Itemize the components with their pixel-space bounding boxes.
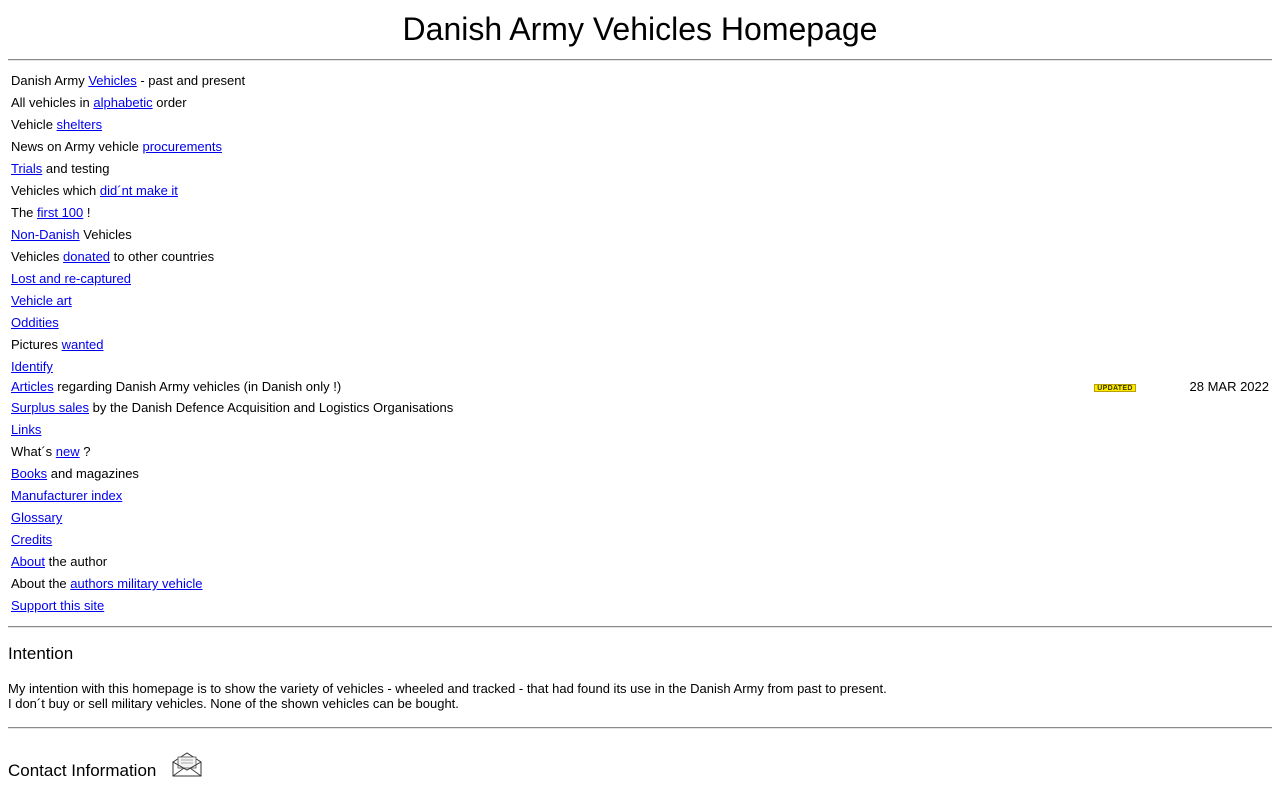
menu-row-identify [11,357,53,377]
trials-link[interactable]: Trials [11,161,43,176]
updated-date: 28 MAR 2022 [1189,379,1269,394]
glossary-link[interactable]: Glossary [11,510,63,525]
non-danish-link[interactable]: Non-Danish [11,227,80,242]
menu-row-whats-new: What´s new ? [11,444,91,459]
menu-row-support [11,596,104,616]
top-divider [8,59,1272,61]
menu-row-non-danish: Non-Danish Vehicles [11,227,132,242]
intention-text-2: I don´t buy or sell military vehicles. None of the shown vehicles can be bought. [8,696,459,711]
menu-row-vehicles: Danish Army Vehicles - past and present [11,73,246,88]
surplus-sales-link[interactable]: Surplus sales [11,400,90,415]
menu-row-first-100: The first 100 ! [11,205,91,220]
articles-link[interactable]: Articles [11,379,54,394]
menu-row-surplus-sales: Surplus sales by the Danish Defence Acquisition and Logistics Organisations [11,400,454,415]
identify-link[interactable]: Identify [11,359,53,374]
menu-row-links [11,420,41,440]
donated-link[interactable]: donated [63,249,111,264]
credits-link[interactable]: Credits [11,532,53,547]
shelters-link[interactable]: shelters [56,117,103,132]
manufacturer-index-link[interactable]: Manufacturer index [11,488,123,503]
updated-badge: UPDATED [1094,384,1136,392]
first-100-link[interactable]: first 100 [37,205,84,220]
wanted-link[interactable]: wanted [61,337,104,352]
authors-vehicle-link[interactable]: authors military vehicle [70,576,203,591]
procurements-link[interactable]: procurements [142,139,222,154]
menu-row-credits [11,530,52,550]
envelope-icon[interactable] [172,751,202,782]
menu-row-manufacturer-index [11,486,122,506]
support-link[interactable]: Support this site [11,598,105,613]
menu-row-donated: Vehicles donated to other countries [11,249,215,264]
page-title: Danish Army Vehicles Homepage [402,11,878,47]
vehicle-art-link[interactable]: Vehicle art [11,293,72,308]
oddities-link[interactable]: Oddities [11,315,59,330]
menu-row-didnt-make-it: Vehicles which did´nt make it [11,183,178,198]
menu-row-authors-vehicle: About the authors military vehicle [11,576,203,591]
alphabetic-link[interactable]: alphabetic [93,95,153,110]
didnt-make-it-link[interactable]: did´nt make it [99,183,178,198]
menu-row-lost-recaptured [11,269,131,289]
lost-recaptured-link[interactable]: Lost and re-captured [11,271,131,286]
menu-row-oddities [11,313,59,333]
menu-row-procurements: News on Army vehicle procurements [11,139,222,154]
menu-row-glossary [11,508,62,528]
menu-row-articles: Articles regarding Danish Army vehicles (in Danish only !) [11,379,342,394]
menu-row-vehicle-art [11,291,72,311]
vehicles-link[interactable]: Vehicles [88,73,137,88]
intention-text-1: My intention with this homepage is to show the variety of vehicles - wheeled and tracked - that had found its use in the Danish Army from past to present. [8,681,887,696]
books-link[interactable]: Books [11,466,48,481]
new-link[interactable]: new [55,444,80,459]
menu-row-alphabetic: All vehicles in alphabetic order [11,95,187,110]
menu-row-books: Books and magazines [11,466,139,481]
menu-row-trials: Trials and testing [11,161,110,176]
menu-row-shelters: Vehicle shelters [11,117,103,132]
links-link[interactable]: Links [11,422,42,437]
bottom-divider [8,727,1272,729]
middle-divider [8,626,1272,628]
contact-heading: Contact Information [8,761,157,780]
menu-row-pictures-wanted: Pictures wanted [11,337,104,352]
intention-heading: Intention [8,644,74,663]
menu-row-about-author: About the author [11,554,108,569]
about-link[interactable]: About [11,554,45,569]
